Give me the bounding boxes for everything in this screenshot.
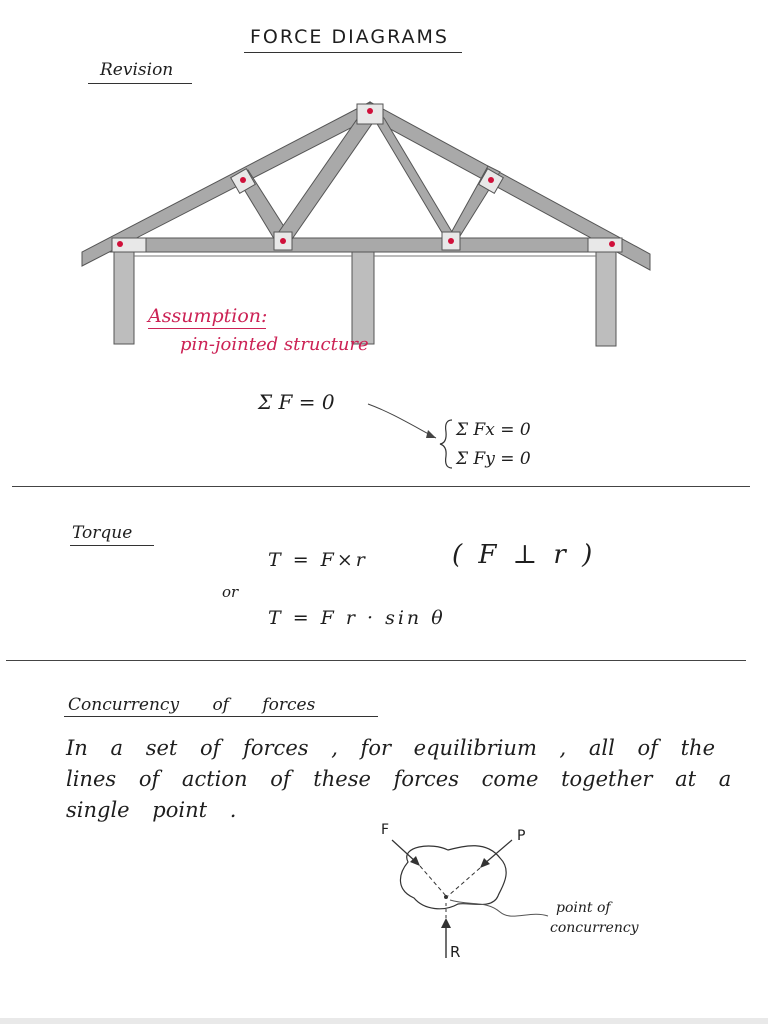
concurrency-text-line-1: In a set of forces , for equilibrium , all of the <box>66 736 715 760</box>
torque-or: or <box>222 583 239 601</box>
force-label-r: R <box>450 943 461 961</box>
torque-heading: Torque <box>72 523 133 543</box>
assumption-underline <box>148 328 266 329</box>
pin-joint-bottom-right <box>448 238 454 244</box>
force-label-p: P <box>517 828 526 844</box>
assumption-label: Assumption: <box>148 305 268 327</box>
concurrency-force-diagram <box>392 840 548 958</box>
point-of-concurrency-dot <box>444 895 448 899</box>
pin-joint-right-rafter <box>488 177 494 183</box>
page-title: FORCE DIAGRAMS <box>250 26 449 48</box>
torque-condition: ( F ⊥ r ) <box>452 540 597 570</box>
point-of-concurrency-label-2: concurrency <box>550 920 639 936</box>
equilibrium-sum-f: Σ F = 0 <box>258 390 335 414</box>
torque-underline <box>70 545 154 546</box>
concurrency-heading: Concurrency of forces <box>68 695 316 715</box>
pin-joint-right-heel <box>609 241 615 247</box>
truss-bottom-chord <box>110 238 620 252</box>
truss-post-right <box>596 252 616 346</box>
truss-post-left <box>114 252 134 344</box>
revision-heading: Revision <box>100 60 174 80</box>
equilibrium-sum-fy: Σ Fy = 0 <box>456 449 531 469</box>
equilibrium-sum-fx: Σ Fx = 0 <box>456 420 531 440</box>
force-label-f: F <box>381 822 390 838</box>
pin-joint-apex <box>367 108 373 114</box>
assumption-text: pin-jointed structure <box>180 334 369 355</box>
gusset-right-heel <box>588 238 622 252</box>
torque-formula-1: T = F×r <box>268 549 368 571</box>
point-of-concurrency-label-1: point of <box>556 900 611 916</box>
gusset-left-heel <box>112 238 146 252</box>
section-divider-1 <box>12 486 750 487</box>
rigid-body-blob <box>400 846 506 909</box>
concurrency-underline <box>64 716 378 717</box>
section-divider-2 <box>6 660 746 661</box>
concurrency-text-line-2: lines of action of these forces come together at a <box>66 767 732 791</box>
equilibrium-brace <box>440 420 452 468</box>
equilibrium-arrow <box>368 404 436 438</box>
pin-joint-left-rafter <box>240 177 246 183</box>
concurrency-text-line-3: single point . <box>66 798 237 822</box>
page-bottom-edge <box>0 1018 768 1024</box>
truss-post-middle <box>352 252 374 344</box>
pin-joint-bottom-left <box>280 238 286 244</box>
pin-joint-left-heel <box>117 241 123 247</box>
torque-formula-2: T = F r · sin θ <box>268 607 446 629</box>
